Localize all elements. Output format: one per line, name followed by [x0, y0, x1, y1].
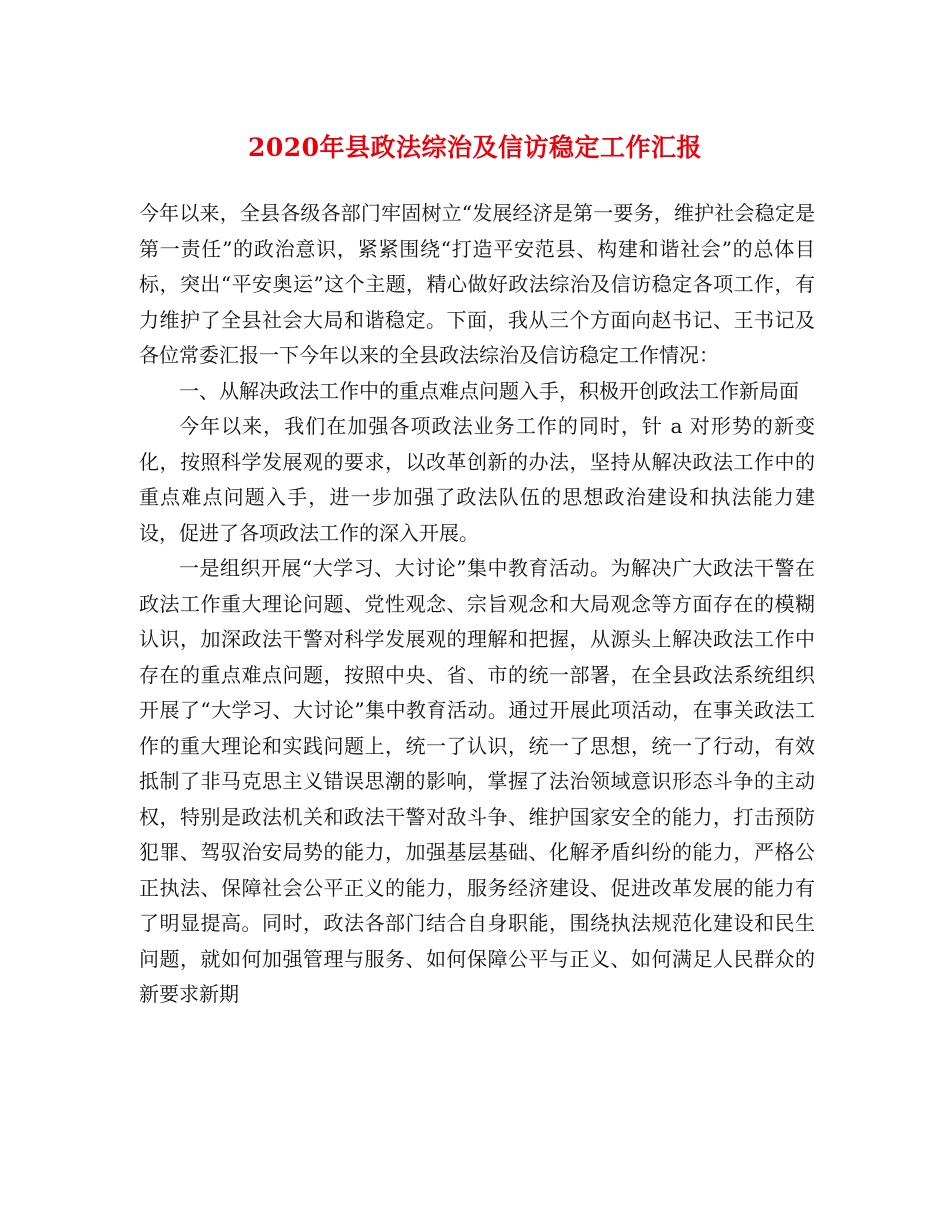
document-body	[139, 196, 815, 1013]
section-heading: 一、从解决政法工作中的重点难点问题入手，积极开创政法工作新局面	[179, 378, 799, 403]
intro-paragraph: 今年以来，全县各级各部门牢固树立“发展经济是第一要务，维护社会稳定是第一责任”的政治意识，紧紧围绕“打造平安范县、构建和谐社会”的总体目标，突出“平安奥运”这个主题，精心做好政法综治及信访稳定各项工作，有力维护了全县社会大局和谐稳定。下面，我从三个方面向赵书记、王书记及各位常委汇报一下今年以来的全县政法综治及信访稳定工作情况：	[139, 201, 815, 367]
section-paragraph: 一是组织开展“大学习、大讨论”集中教育活动。为解决广大政法干警在政法工作重大理论问题、党性观念、宗旨观念和大局观念等方面存在的模糊认识，加深政法干警对科学发展观的理解和把握，从源头上解决政法工作中存在的重点难点问题，按照中央、省、市的统一部署，在全县政法系统组织开展了“大学习、大讨论”集中教育活动。通过开展此项活动，在事关政法工作的重大理论和实践问题上，统一了认识，统一了思想，统一了行动，有效抵制了非马克思主义错误思潮的影响，掌握了法治领域意识形态斗争的主动权，特别是政法机关和政法干警对敌斗争、维护国家安全的能力，打击预防犯罪、驾驭治安局势的能力，加强基层基础、化解矛盾纠纷的能力，严格公正执法、保障社会公平正义的能力，服务经济建设、促进改革发展的能力有了明显提高。同时，政法各部门结合自身职能，围绕执法规范化建设和民生问题，就如何加强管理与服务、如何保障公平与正义、如何满足人民群众的新要求新期	[139, 556, 815, 1006]
section-paragraph: 今年以来，我们在加强各项政法业务工作的同时，针 a 对形势的新变化，按照科学发展观的要求，以改革创新的办法，坚持从解决政法工作中的重点难点问题入手，进一步加强了政法队伍的思想政治建设和执法能力建设，促进了各项政法工作的深入开展。	[139, 414, 815, 545]
document-title: 2020年县政法综治及信访稳定工作汇报	[247, 133, 703, 162]
